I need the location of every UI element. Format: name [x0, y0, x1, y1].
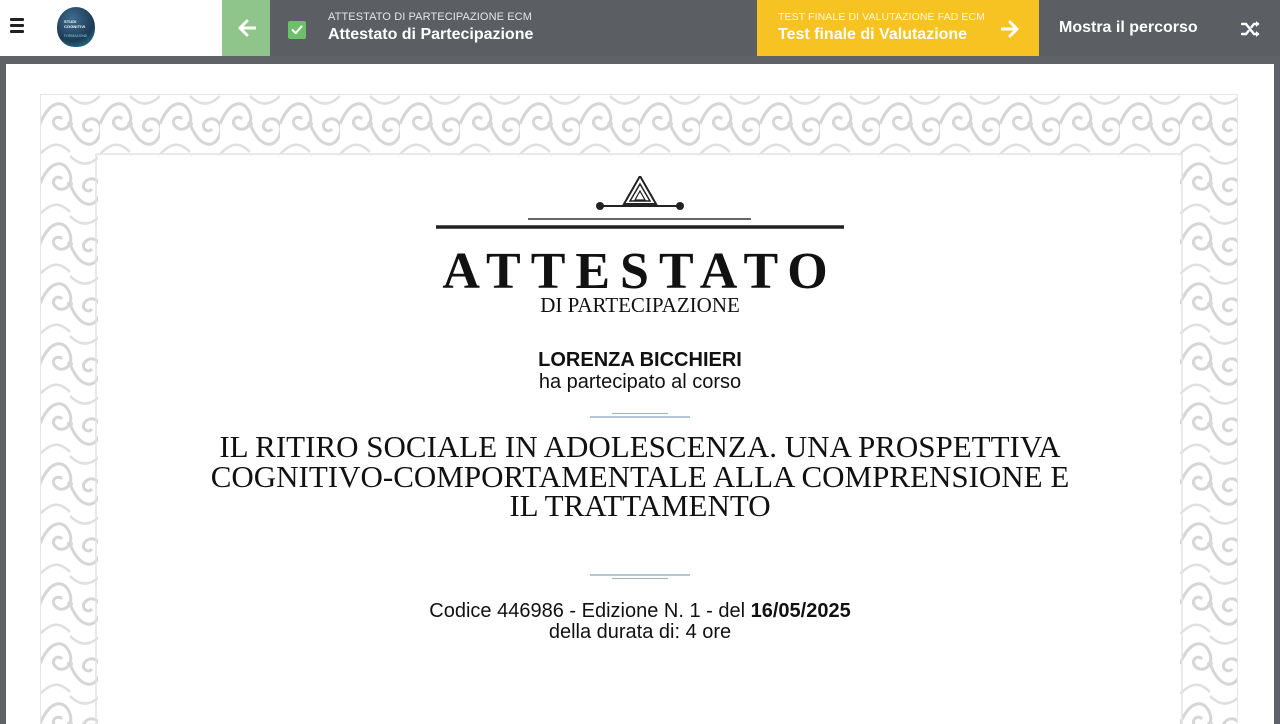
certificate-subtitle: DI PARTECIPAZIONE	[540, 293, 740, 317]
divider-top	[590, 413, 690, 419]
course-title-line-2: COGNITIVO-COMPORTAMENTALE ALLA COMPRENSIONE E	[210, 458, 1070, 494]
hamburger-menu-icon[interactable]	[10, 18, 26, 34]
studi-cognitivi-logo[interactable]	[57, 7, 95, 47]
emblem-icon	[436, 176, 844, 240]
certificate-page	[6, 64, 1274, 724]
checkmark-icon	[291, 24, 303, 36]
certificate-title: ATTESTATO	[442, 243, 838, 300]
arrow-left-icon	[238, 19, 256, 37]
show-route-label: Mostra il percorso	[1059, 19, 1198, 36]
logo-subtext: FORMAZIONE	[64, 34, 88, 38]
completed-checkbox	[288, 21, 306, 39]
top-navigation-bar	[0, 0, 1280, 56]
participant-name: LORENZA BICCHIERI	[538, 349, 742, 371]
current-step	[270, 0, 757, 56]
certificate-content	[6, 64, 1274, 724]
show-route-button[interactable]	[1039, 0, 1280, 56]
menu-logo-area	[0, 0, 222, 56]
course-duration: della durata di: 4 ore	[548, 621, 732, 643]
course-code-text: Codice 446986 - Edizione N. 1 - del	[429, 600, 751, 622]
current-step-kicker: ATTESTATO DI PARTECIPAZIONE ECM	[328, 11, 532, 23]
next-step-kicker: TEST FINALE DI VALUTAZIONE FAD ECM	[778, 11, 986, 23]
arrow-right-icon	[1001, 20, 1019, 38]
course-date: 16/05/2025	[750, 600, 851, 622]
logo-text: STUDI COGNITIVI	[64, 19, 86, 29]
previous-step-button[interactable]	[222, 0, 270, 56]
next-step-title: Test finale di Valutazione	[778, 26, 968, 43]
current-step-title: Attestato di Partecipazione	[328, 26, 534, 43]
course-title	[166, 429, 1114, 523]
course-code	[6, 600, 1274, 623]
participation-text: ha partecipato al corso	[538, 371, 742, 393]
course-title-line-1: IL RITIRO SOCIALE IN ADOLESCENZA. UNA PROSPETTIVA	[219, 429, 1061, 464]
document-viewer[interactable]	[0, 56, 1280, 719]
next-step-button[interactable]	[757, 0, 1039, 56]
shuffle-icon	[1241, 20, 1261, 38]
course-title-line-3: IL TRATTAMENTO	[509, 488, 771, 523]
divider-bottom	[590, 574, 690, 580]
